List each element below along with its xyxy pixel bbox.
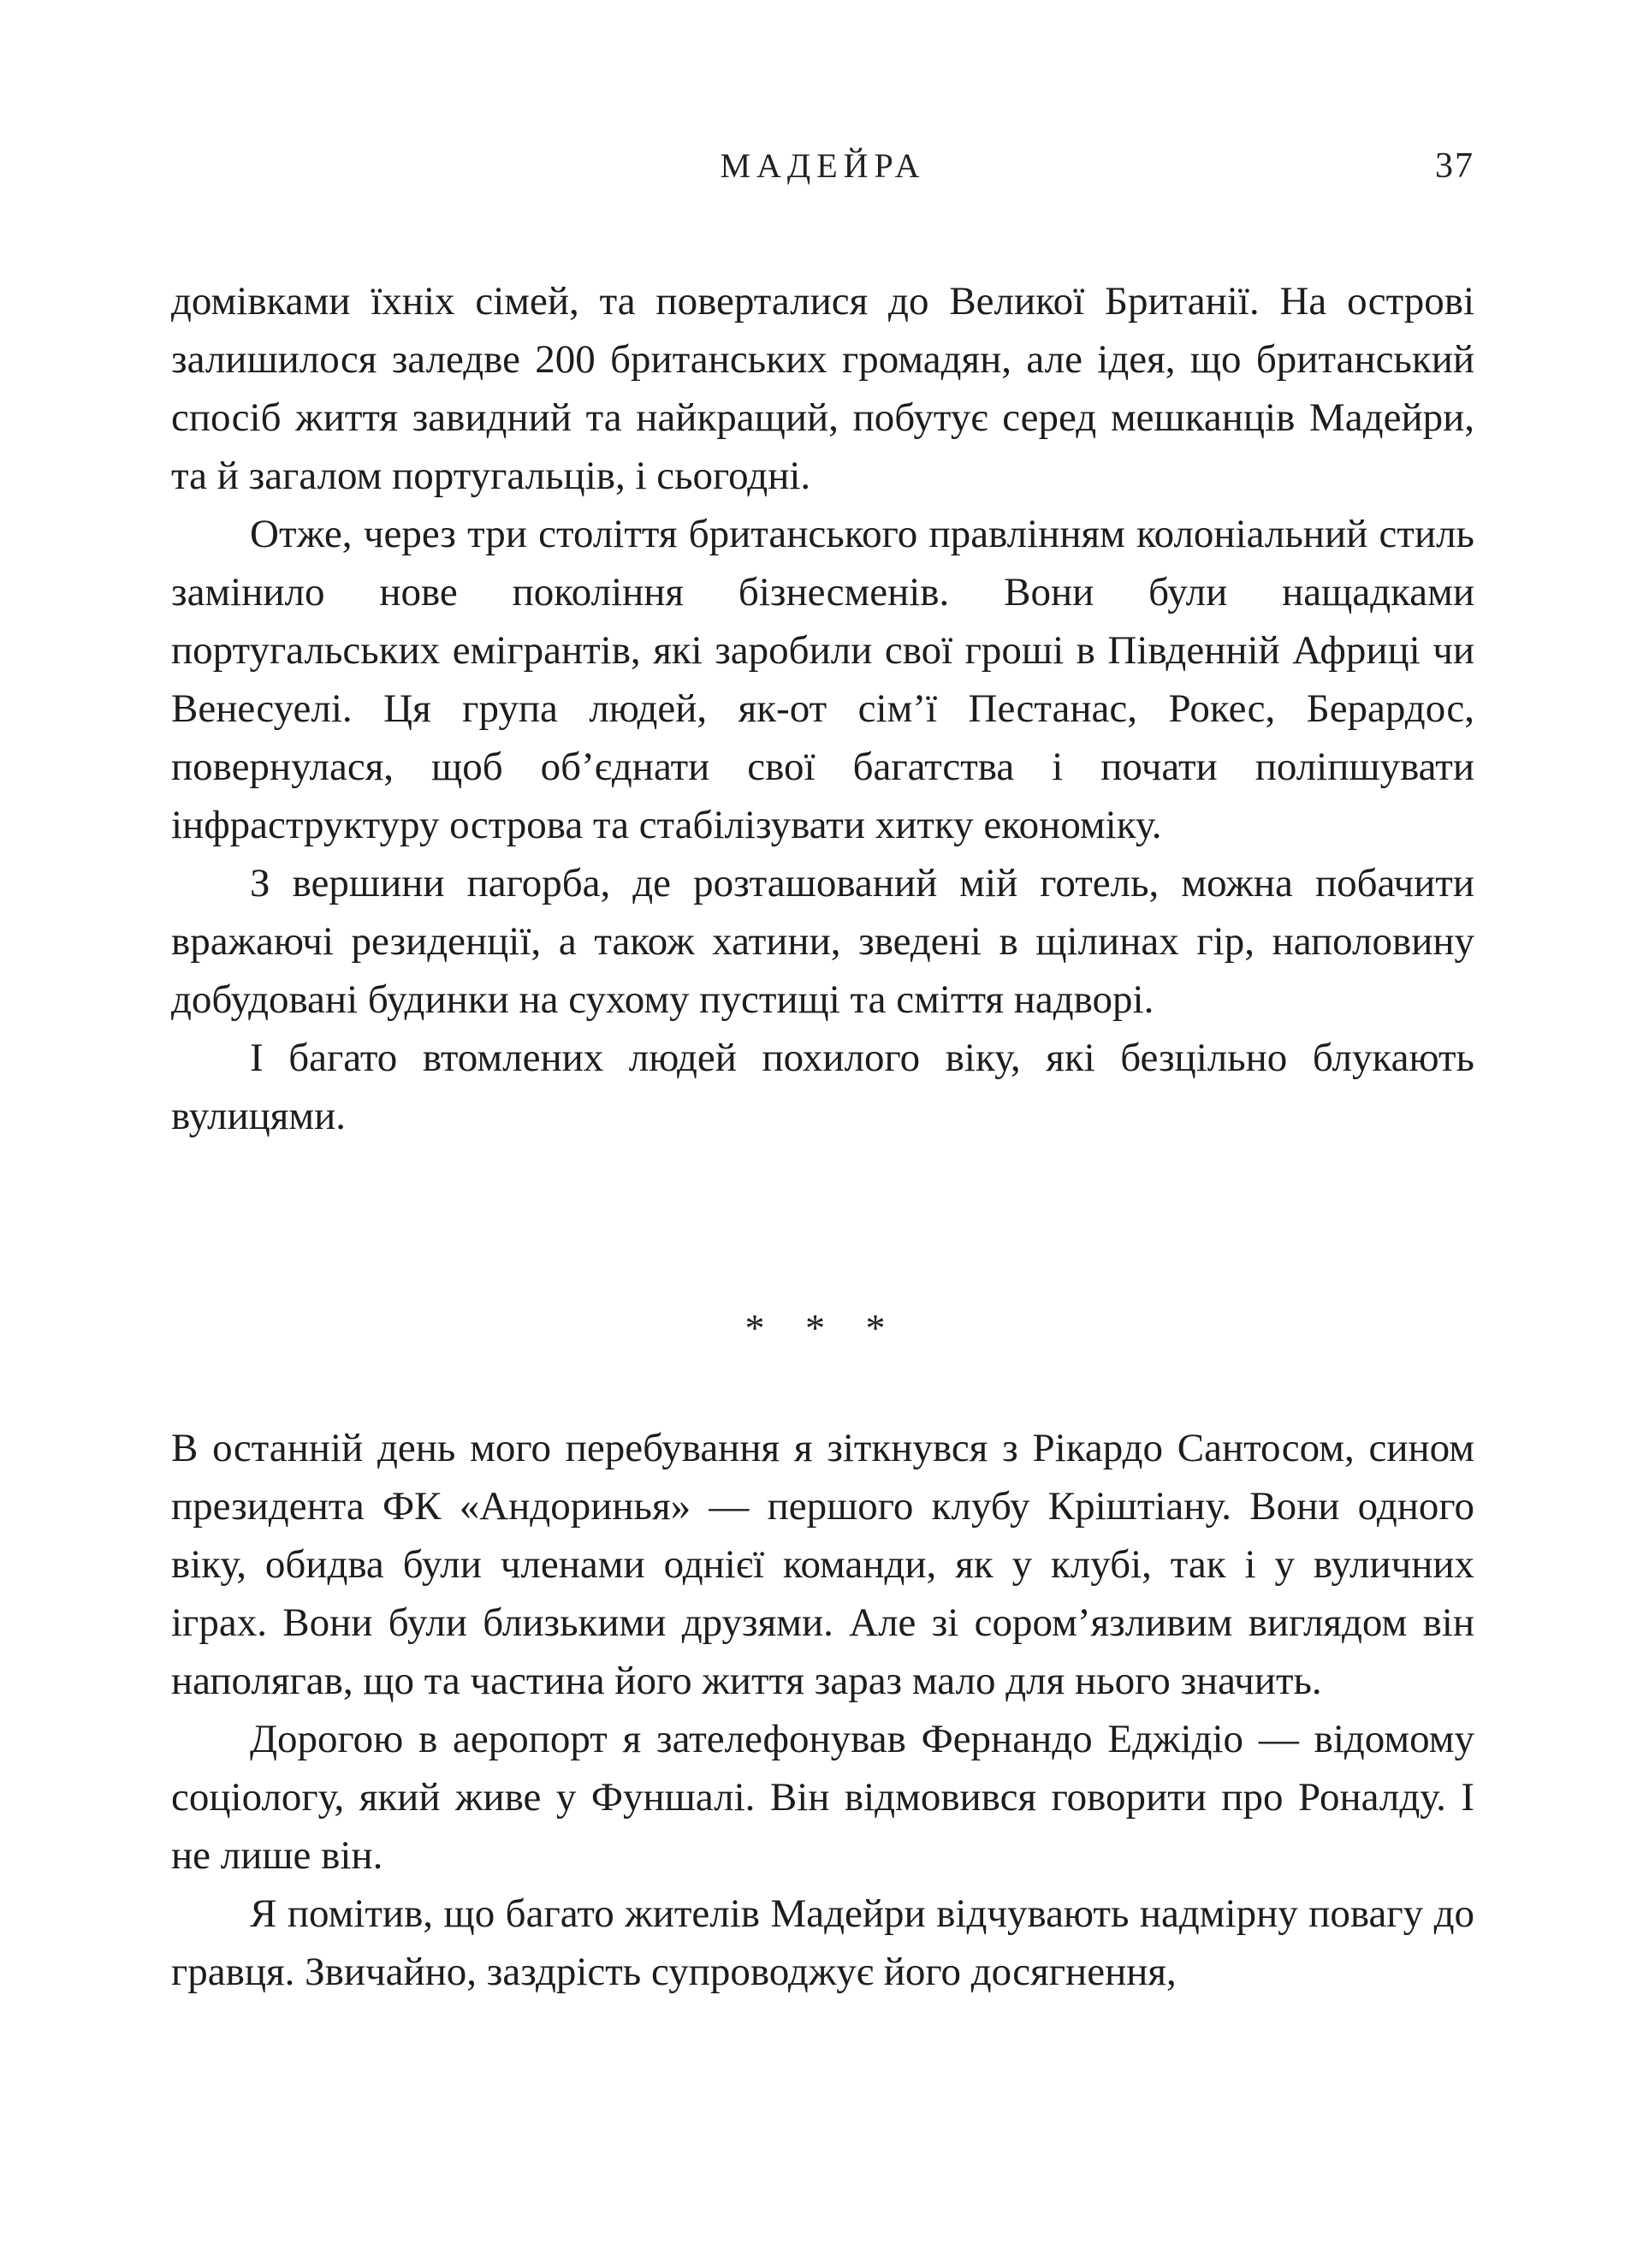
page-number: 37 (1435, 146, 1474, 186)
paragraph: Отже, через три століття британського правлінням колоніальний стиль замінило нове покоління бізнесменів. Вони були нащадками португальських емігрантів, які заробили свої гроші в Південній Африці чи Венесуелі. Ця група людей, як-от сім’ї Пестанас, Рокес, Берардос, повернулася, щоб об’єднати свої багатства і почати поліпшувати інфраструктуру острова та стабілізувати хитку економіку. (171, 512, 1474, 847)
paragraph: В останній день мого перебування я зіткнувся з Рікардо Сантосом, сином президента ФК «Андоринья» — першого клубу Кріштіану. Вони одного віку, обидва були членами однієї команди, як у клубі, так і у вуличних іграх. Вони були близькими друзями. Але зі сором’язливим виглядом він наполягав, що та частина його життя зараз мало для нього значить. (171, 1426, 1474, 1703)
paragraph: З вершини пагорба, де розташований мій готель, можна побачити вражаючі резиденції, а також хатини, зведені в щілинах гір, наполовину добудовані будинки на сухому пустищі та сміття надворі. (171, 861, 1474, 1022)
paragraph: Я помітив, що багато жителів Мадейри відчувають надмірну повагу до гравця. Звичайно, заздрість супроводжує його досягнення, (171, 1891, 1474, 1994)
paragraph: домівками їхніх сімей, та поверталися до Великої Британії. На острові залишилося заледве 200 британських громадян, але ідея, що британський спосіб життя завидний та найкращий, побутує серед мешканців Мадейри, та й загалом португальців, і сьогодні. (171, 279, 1474, 498)
paragraph: Дорогою в аеропорт я зателефонував Фернандо Еджідіо — відомому соціологу, який живе у Фуншалі. Він відмовився говорити про Роналду. І не лише він. (171, 1717, 1474, 1878)
page-header (171, 145, 1474, 187)
paragraph: І багато втомлених людей похилого віку, які безцільно блукають вулицями. (171, 1036, 1474, 1138)
section-separator: * * * (744, 1306, 901, 1350)
text-block (171, 272, 1474, 2001)
chapter-title: МАДЕЙРА (720, 146, 926, 185)
